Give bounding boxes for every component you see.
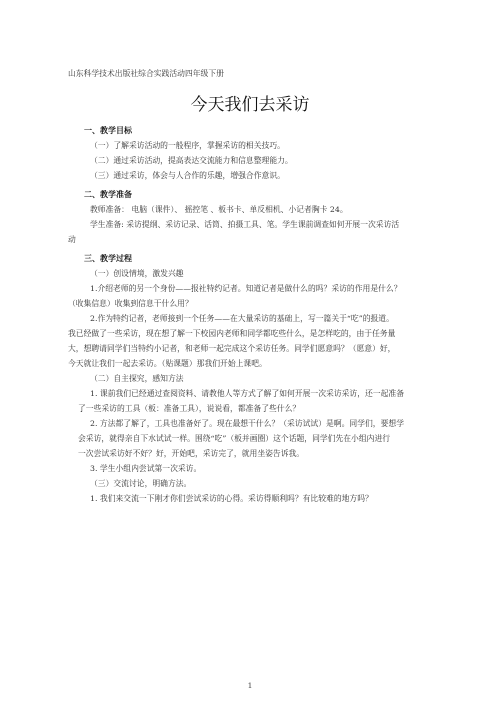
- paragraph-line: 2.作为特约记者，老师接到一个任务——在大量采访的基础上，写一篇关于“吃”的报道。: [90, 314, 394, 323]
- paragraph-line: 今天就让我们一起去采访。（贴课题）那我们开始上课吧。: [68, 359, 267, 368]
- section-heading-goals: 一、教学目标: [84, 126, 132, 135]
- paragraph-line: 一次尝试采访好不好？好，开始吧，采访完了，就用坐姿告诉我。: [78, 449, 305, 458]
- paragraph-line: 1. 课前我们已经通过查阅资料、请教他人等方式了解了如何开展一次采访采访，还一起准备: [90, 389, 404, 398]
- step-title: （三）交流讨论，明确方法。: [90, 479, 192, 488]
- paragraph-line: （收集信息）收集到信息干什么用？: [68, 299, 193, 308]
- paragraph-line: 1.介绍老师的另一个身份——报社特约记者。知道记者是做什么的吗？采访的作用是什么？: [90, 284, 402, 293]
- paragraph-line: 会采访，就得亲自下水试试一样。围绕“吃”（板并画圈）这个话题，同学们先在小组内进行: [78, 434, 391, 443]
- page-number: 1: [247, 681, 253, 690]
- section-heading-preparation: 二、教学准备: [84, 190, 132, 199]
- page-title: 今天我们去采访: [190, 95, 310, 115]
- paragraph-line: 3. 学生小组内尝试第一次采访。: [90, 464, 202, 473]
- running-header: 山东科学技术出版社综合实践活动四年级下册: [68, 69, 224, 78]
- goal-item: （二）通过采访活动，提高表达交流能力和信息整理能力。: [90, 156, 293, 165]
- document-body: [68, 123, 434, 506]
- goal-item: （三）通过采访，体会与人合作的乐趣，增强合作意识。: [90, 171, 285, 180]
- step-title: （二）自主探究，感知方法: [90, 374, 184, 383]
- paragraph-student-prep: 学生准备: 采访提纲、采访记录、话筒、拍摄工具、笔。学生课前调查如何开展一次采访活: [90, 220, 400, 229]
- paragraph-teacher-prep: 教师准备： 电脑（课件）、 摇控笔 、板书卡、单反相机、小记者胸卡 24。: [90, 205, 348, 214]
- paragraph-line: 1. 我们来交流一下刚才你们尝试采访的心得。采访得顺利吗？有比较难的地方吗？: [90, 494, 373, 503]
- paragraph-line: 我已经做了一些采访，现在想了解一下校园内老师和同学都吃些什么，是怎样吃的，由于任务量: [68, 329, 396, 338]
- paragraph-line: 了一些采访的工具（板：准备工具），说说看，都准备了些什么？: [78, 404, 301, 413]
- section-heading-process: 三、教学过程: [84, 254, 132, 263]
- paragraph-line: 大，想聘请同学们当特约小记者，和老师一起完成这个采访任务。同学们愿意吗？（愿意）好，: [68, 344, 396, 353]
- step-title: （一）创设情境，激发兴趣: [90, 269, 184, 278]
- paragraph-student-prep-cont: 动: [68, 235, 76, 244]
- paragraph-line: 2. 方法都了解了，工具也准备好了。现在最想干什么？（采访试试）是啊。同学们，要想学: [90, 419, 404, 428]
- goal-item: （一）了解采访活动的一般程序，掌握采访的相关技巧。: [90, 141, 285, 150]
